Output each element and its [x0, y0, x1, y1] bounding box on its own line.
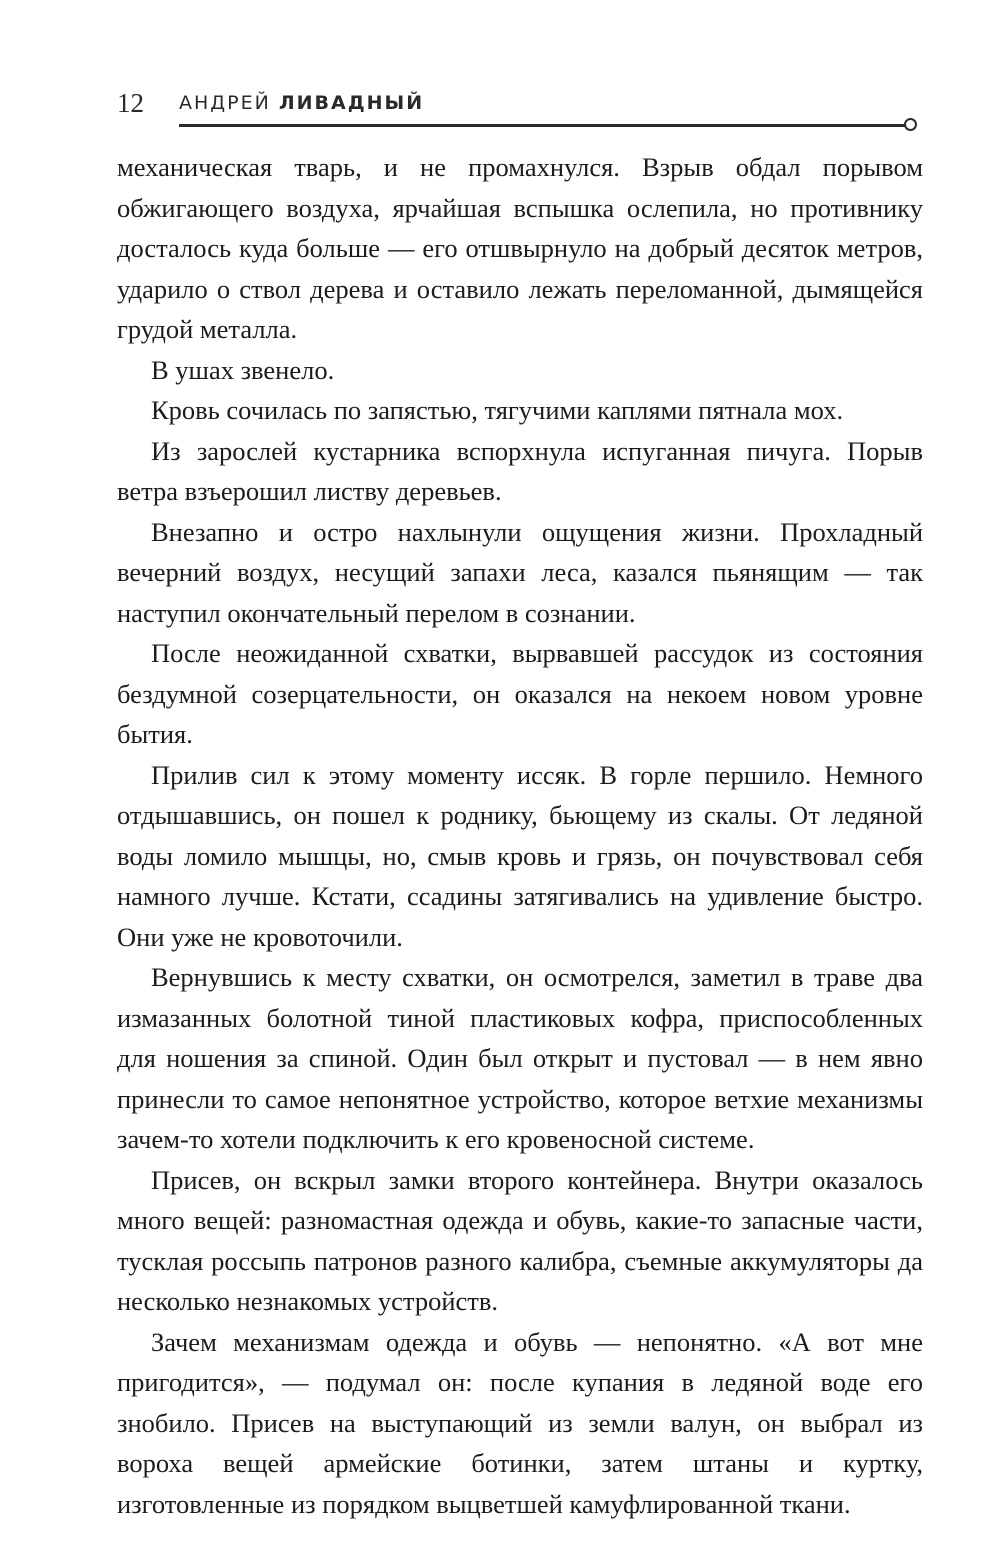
paragraph: Кровь сочилась по запястью, тягучими каплями пятнала мох.: [151, 395, 844, 425]
paragraph: После неожиданной схватки, вырвавшей рассудок из состояния бездумной созерцательности, он оказался на некоем новом уровне бытия.: [117, 638, 923, 749]
paragraph: Из зарослей кустарника вспорхнула испуганная пичуга. Порыв ветра взъерошил листву деревьев.: [117, 435, 923, 506]
paragraph: Внезапно и остро нахлынули ощущения жизни. Прохладный вечерний воздух, несущий запахи леса, казался пьянящим — так наступил окончательный перелом в сознании.: [117, 516, 923, 628]
page-number: 12: [117, 88, 144, 118]
header-rule-circle-ornament: [904, 118, 917, 131]
paragraph: В ушах звенело.: [151, 354, 335, 385]
paragraph: Прилив сил к этому моменту иссяк. В горле першило. Немного отдышавшись, он пошел к роднику, бьющему из скалы. От ледяной воды ломило мышцы, но, смыв кровь и грязь, он почувствовал себя намного лучше. Кстати, ссадины затягивались на удивление быстро. Они уже не кровоточили.: [117, 759, 923, 952]
body-text: [117, 147, 923, 1524]
paragraph: Вернувшись к месту схватки, он осмотрелся, заметил в траве два измазанных болотной тиной пластиковых кофра, приспособленных для ношения за спиной. Один был открыт и пустовал — в нем явно принесли то самое непонятное устройство, которое ветхие механизмы зачем-то хотели подключить к его кровеносной системе.: [117, 962, 923, 1154]
paragraph: механическая тварь, и не промахнулся. Взрыв обдал порывом обжигающего воздуха, ярчайшая вспышка ослепила, но противнику досталось куда больше — его отшвырнуло на добрый десяток метров, ударило о ствол дерева и оставило лежать переломанной, дымящейся грудой металла.: [117, 152, 923, 344]
author-first-name: АНДРЕЙ: [179, 92, 271, 114]
paragraph: Зачем механизмам одежда и обувь — непонятно. «А вот мне пригодится», — подумал он: после купания в ледяной воде его знобило. Присев на выступающий из земли валун, он выбрал из вороха вещей армейские ботинки, затем штаны и куртку, изготовленные из порядком выцветшей камуфлированной ткани.: [117, 1326, 923, 1519]
author-last-name: ЛИВАДНЫЙ: [278, 92, 425, 114]
author-name: [179, 91, 424, 115]
running-header: [117, 88, 917, 132]
header-rule: [179, 124, 906, 127]
paragraph: Присев, он вскрыл замки второго контейнера. Внутри оказалось много вещей: разномастная одежда и обувь, какие-то запасные части, тусклая россыпь патронов разного калибра, съемные аккумуляторы да несколько незнакомых устройств.: [117, 1164, 923, 1316]
